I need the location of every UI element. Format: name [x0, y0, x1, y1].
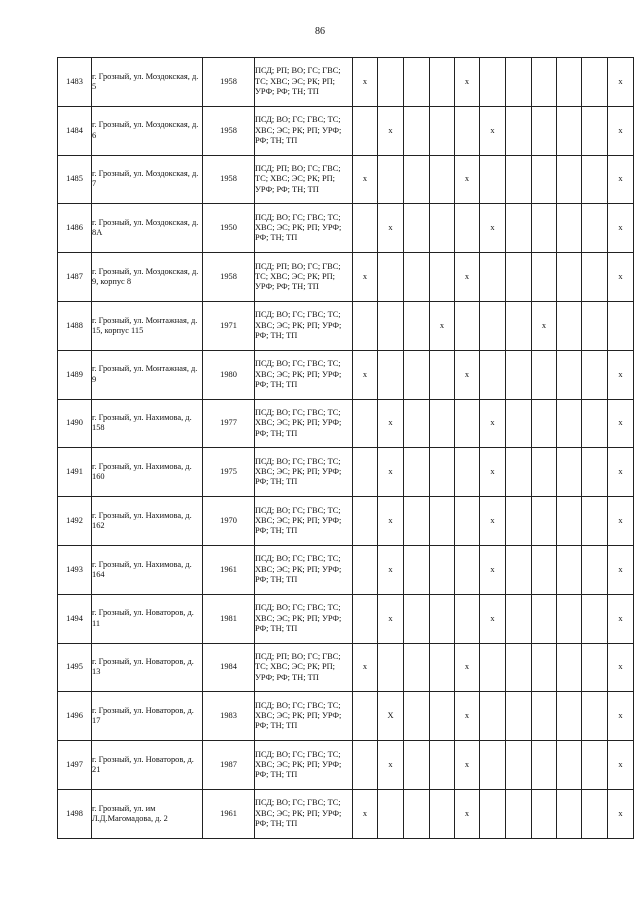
- mark-cell: [557, 106, 582, 155]
- table-row: [58, 253, 634, 302]
- mark-cell: [404, 204, 430, 253]
- mark-cell: [455, 497, 480, 546]
- mark-cell: [506, 350, 532, 399]
- mark-cell: x: [353, 58, 378, 107]
- mark-cell: x: [353, 643, 378, 692]
- mark-cell: x: [455, 692, 480, 741]
- mark-cell: [532, 204, 557, 253]
- mark-cell: [378, 350, 404, 399]
- mark-cell: [480, 301, 506, 350]
- mark-cell: [430, 545, 455, 594]
- systems-cell: ПСД; ВО; ГС; ГВС; ТС; ХВС; ЭС; РК; РП; УРФ; РФ; ТН; ТП: [255, 301, 353, 350]
- mark-cell: [404, 155, 430, 204]
- record-number: 1489: [58, 350, 92, 399]
- mark-cell: [353, 448, 378, 497]
- systems-cell: ПСД; ВО; ГС; ГВС; ТС; ХВС; ЭС; РК; РП; УРФ; РФ; ТН; ТП: [255, 692, 353, 741]
- mark-cell: x: [480, 204, 506, 253]
- mark-cell: x: [480, 106, 506, 155]
- mark-cell: [430, 692, 455, 741]
- mark-cell: [506, 545, 532, 594]
- mark-cell: x: [532, 301, 557, 350]
- systems-cell: ПСД; ВО; ГС; ГВС; ТС; ХВС; ЭС; РК; РП; УРФ; РФ; ТН; ТП: [255, 204, 353, 253]
- mark-cell: [506, 204, 532, 253]
- mark-cell: [430, 497, 455, 546]
- year-cell: 1977: [203, 399, 255, 448]
- mark-cell: x: [378, 497, 404, 546]
- mark-cell: [404, 545, 430, 594]
- mark-cell: [430, 594, 455, 643]
- mark-cell: [557, 350, 582, 399]
- mark-cell: [455, 301, 480, 350]
- mark-cell: x: [480, 497, 506, 546]
- mark-cell: x: [608, 692, 634, 741]
- mark-cell: [506, 253, 532, 302]
- record-number: 1486: [58, 204, 92, 253]
- mark-cell: [430, 789, 455, 838]
- record-number: 1494: [58, 594, 92, 643]
- mark-cell: [378, 155, 404, 204]
- systems-cell: ПСД; ВО; ГС; ГВС; ТС; ХВС; ЭС; РК; РП; УРФ; РФ; ТН; ТП: [255, 497, 353, 546]
- mark-cell: [430, 399, 455, 448]
- mark-cell: [557, 545, 582, 594]
- mark-cell: x: [608, 253, 634, 302]
- mark-cell: x: [608, 204, 634, 253]
- mark-cell: [557, 301, 582, 350]
- mark-cell: x: [608, 497, 634, 546]
- mark-cell: [480, 643, 506, 692]
- record-number: 1493: [58, 545, 92, 594]
- mark-cell: [582, 594, 608, 643]
- mark-cell: [353, 106, 378, 155]
- table-row: [58, 545, 634, 594]
- mark-cell: [353, 204, 378, 253]
- mark-cell: [532, 106, 557, 155]
- mark-cell: [582, 253, 608, 302]
- record-number: 1491: [58, 448, 92, 497]
- mark-cell: x: [455, 58, 480, 107]
- mark-cell: [582, 692, 608, 741]
- year-cell: 1975: [203, 448, 255, 497]
- mark-cell: [582, 448, 608, 497]
- mark-cell: [506, 301, 532, 350]
- mark-cell: [506, 448, 532, 497]
- mark-cell: [582, 155, 608, 204]
- address-cell: г. Грозный, ул. Монтажная, д. 15, корпус 115: [92, 301, 203, 350]
- year-cell: 1958: [203, 58, 255, 107]
- mark-cell: [455, 545, 480, 594]
- mark-cell: [557, 155, 582, 204]
- mark-cell: [404, 497, 430, 546]
- mark-cell: [404, 643, 430, 692]
- address-cell: г. Грозный, ул. Моздокская, д. 7: [92, 155, 203, 204]
- mark-cell: [532, 399, 557, 448]
- mark-cell: [532, 448, 557, 497]
- mark-cell: [404, 301, 430, 350]
- address-cell: г. Грозный, ул. Новаторов, д. 13: [92, 643, 203, 692]
- table-row: [58, 350, 634, 399]
- mark-cell: [430, 204, 455, 253]
- systems-cell: ПСД; ВО; ГС; ГВС; ТС; ХВС; ЭС; РК; РП; УРФ; РФ; ТН; ТП: [255, 545, 353, 594]
- address-cell: г. Грозный, ул. им Л.Д.Магомадова, д. 2: [92, 789, 203, 838]
- mark-cell: X: [378, 692, 404, 741]
- year-cell: 1961: [203, 789, 255, 838]
- record-number: 1485: [58, 155, 92, 204]
- mark-cell: [430, 643, 455, 692]
- year-cell: 1987: [203, 741, 255, 790]
- mark-cell: [582, 204, 608, 253]
- mark-cell: [582, 497, 608, 546]
- address-cell: г. Грозный, ул. Моздокская, д. 5: [92, 58, 203, 107]
- address-cell: г. Грозный, ул. Моздокская, д. 9, корпус 8: [92, 253, 203, 302]
- year-cell: 1983: [203, 692, 255, 741]
- mark-cell: [582, 741, 608, 790]
- mark-cell: x: [608, 448, 634, 497]
- housing-registry-table: [57, 57, 634, 839]
- mark-cell: [557, 594, 582, 643]
- mark-cell: [506, 643, 532, 692]
- mark-cell: x: [455, 741, 480, 790]
- mark-cell: [582, 58, 608, 107]
- mark-cell: x: [480, 545, 506, 594]
- mark-cell: x: [608, 741, 634, 790]
- record-number: 1487: [58, 253, 92, 302]
- systems-cell: ПСД; РП; ВО; ГС; ГВС; ТС; ХВС; ЭС; РК; РП; УРФ; РФ; ТН; ТП: [255, 253, 353, 302]
- mark-cell: [404, 789, 430, 838]
- year-cell: 1981: [203, 594, 255, 643]
- mark-cell: [506, 58, 532, 107]
- record-number: 1488: [58, 301, 92, 350]
- mark-cell: [353, 301, 378, 350]
- mark-cell: [506, 594, 532, 643]
- address-cell: г. Грозный, ул. Нахимова, д. 162: [92, 497, 203, 546]
- mark-cell: [404, 448, 430, 497]
- systems-cell: ПСД; РП; ВО; ГС; ГВС; ТС; ХВС; ЭС; РК; РП; УРФ; РФ; ТН; ТП: [255, 58, 353, 107]
- record-number: 1483: [58, 58, 92, 107]
- year-cell: 1980: [203, 350, 255, 399]
- mark-cell: [353, 741, 378, 790]
- mark-cell: [532, 692, 557, 741]
- mark-cell: [378, 301, 404, 350]
- mark-cell: [557, 204, 582, 253]
- address-cell: г. Грозный, ул. Новаторов, д. 11: [92, 594, 203, 643]
- mark-cell: [430, 253, 455, 302]
- page-number: 86: [315, 26, 325, 37]
- mark-cell: [404, 106, 430, 155]
- mark-cell: [430, 106, 455, 155]
- mark-cell: x: [480, 594, 506, 643]
- systems-cell: ПСД; ВО; ГС; ГВС; ТС; ХВС; ЭС; РК; РП; УРФ; РФ; ТН; ТП: [255, 350, 353, 399]
- mark-cell: [557, 741, 582, 790]
- table-row: [58, 155, 634, 204]
- mark-cell: [480, 741, 506, 790]
- mark-cell: x: [455, 253, 480, 302]
- table-row: [58, 204, 634, 253]
- mark-cell: [557, 497, 582, 546]
- mark-cell: [532, 741, 557, 790]
- mark-cell: [480, 155, 506, 204]
- table-row: [58, 106, 634, 155]
- systems-cell: ПСД; ВО; ГС; ГВС; ТС; ХВС; ЭС; РК; РП; УРФ; РФ; ТН; ТП: [255, 106, 353, 155]
- mark-cell: [506, 789, 532, 838]
- mark-cell: x: [608, 399, 634, 448]
- record-number: 1492: [58, 497, 92, 546]
- table-row: [58, 643, 634, 692]
- mark-cell: x: [378, 448, 404, 497]
- mark-cell: x: [608, 350, 634, 399]
- table-row: [58, 789, 634, 838]
- mark-cell: [506, 106, 532, 155]
- mark-cell: x: [353, 253, 378, 302]
- mark-cell: [404, 399, 430, 448]
- table-row: [58, 399, 634, 448]
- mark-cell: [557, 692, 582, 741]
- mark-cell: [582, 106, 608, 155]
- mark-cell: x: [353, 789, 378, 838]
- year-cell: 1961: [203, 545, 255, 594]
- mark-cell: x: [608, 155, 634, 204]
- table-row: [58, 692, 634, 741]
- address-cell: г. Грозный, ул. Моздокская, д. 6: [92, 106, 203, 155]
- mark-cell: [532, 594, 557, 643]
- table-row: [58, 58, 634, 107]
- mark-cell: x: [455, 789, 480, 838]
- mark-cell: x: [353, 350, 378, 399]
- record-number: 1484: [58, 106, 92, 155]
- systems-cell: ПСД; РП; ВО; ГС; ГВС; ТС; ХВС; ЭС; РК; РП; УРФ; РФ; ТН; ТП: [255, 643, 353, 692]
- mark-cell: [557, 448, 582, 497]
- mark-cell: x: [608, 643, 634, 692]
- record-number: 1496: [58, 692, 92, 741]
- systems-cell: ПСД; ВО; ГС; ГВС; ТС; ХВС; ЭС; РК; РП; УРФ; РФ; ТН; ТП: [255, 448, 353, 497]
- mark-cell: x: [455, 643, 480, 692]
- mark-cell: [404, 253, 430, 302]
- mark-cell: [455, 594, 480, 643]
- systems-cell: ПСД; ВО; ГС; ГВС; ТС; ХВС; ЭС; РК; РП; УРФ; РФ; ТН; ТП: [255, 594, 353, 643]
- year-cell: 1958: [203, 106, 255, 155]
- mark-cell: [404, 741, 430, 790]
- address-cell: г. Грозный, ул. Новаторов, д. 21: [92, 741, 203, 790]
- mark-cell: [404, 692, 430, 741]
- mark-cell: x: [608, 106, 634, 155]
- mark-cell: x: [608, 58, 634, 107]
- mark-cell: [532, 253, 557, 302]
- mark-cell: [506, 497, 532, 546]
- mark-cell: [582, 350, 608, 399]
- mark-cell: x: [608, 594, 634, 643]
- mark-cell: [582, 301, 608, 350]
- mark-cell: [430, 350, 455, 399]
- mark-cell: x: [353, 155, 378, 204]
- mark-cell: [532, 155, 557, 204]
- mark-cell: x: [378, 399, 404, 448]
- mark-cell: [378, 789, 404, 838]
- mark-cell: [353, 497, 378, 546]
- record-number: 1495: [58, 643, 92, 692]
- address-cell: г. Грозный, ул. Нахимова, д. 164: [92, 545, 203, 594]
- mark-cell: x: [430, 301, 455, 350]
- mark-cell: [480, 253, 506, 302]
- mark-cell: x: [608, 545, 634, 594]
- mark-cell: [353, 399, 378, 448]
- mark-cell: x: [480, 399, 506, 448]
- year-cell: 1958: [203, 253, 255, 302]
- mark-cell: [532, 497, 557, 546]
- mark-cell: [608, 301, 634, 350]
- mark-cell: [506, 399, 532, 448]
- mark-cell: x: [378, 741, 404, 790]
- mark-cell: x: [480, 448, 506, 497]
- mark-cell: [532, 643, 557, 692]
- mark-cell: [557, 643, 582, 692]
- mark-cell: [480, 58, 506, 107]
- record-number: 1490: [58, 399, 92, 448]
- year-cell: 1950: [203, 204, 255, 253]
- mark-cell: [532, 58, 557, 107]
- address-cell: г. Грозный, ул. Монтажная, д. 9: [92, 350, 203, 399]
- mark-cell: [404, 594, 430, 643]
- mark-cell: [353, 545, 378, 594]
- year-cell: 1984: [203, 643, 255, 692]
- mark-cell: [532, 350, 557, 399]
- mark-cell: x: [378, 106, 404, 155]
- table-row: [58, 497, 634, 546]
- mark-cell: x: [378, 204, 404, 253]
- systems-cell: ПСД; РП; ВО; ГС; ГВС; ТС; ХВС; ЭС; РК; РП; УРФ; РФ; ТН; ТП: [255, 155, 353, 204]
- mark-cell: [455, 204, 480, 253]
- address-cell: г. Грозный, ул. Нахимова, д. 160: [92, 448, 203, 497]
- mark-cell: [455, 399, 480, 448]
- record-number: 1497: [58, 741, 92, 790]
- mark-cell: [557, 253, 582, 302]
- table-row: [58, 301, 634, 350]
- mark-cell: [404, 350, 430, 399]
- mark-cell: [455, 106, 480, 155]
- mark-cell: [506, 741, 532, 790]
- record-number: 1498: [58, 789, 92, 838]
- mark-cell: x: [455, 350, 480, 399]
- mark-cell: [532, 789, 557, 838]
- systems-cell: ПСД; ВО; ГС; ГВС; ТС; ХВС; ЭС; РК; РП; УРФ; РФ; ТН; ТП: [255, 789, 353, 838]
- mark-cell: x: [608, 789, 634, 838]
- table-row: [58, 448, 634, 497]
- year-cell: 1958: [203, 155, 255, 204]
- mark-cell: [582, 399, 608, 448]
- mark-cell: [582, 789, 608, 838]
- mark-cell: x: [455, 155, 480, 204]
- address-cell: г. Грозный, ул. Моздокская, д. 8А: [92, 204, 203, 253]
- table-row: [58, 741, 634, 790]
- mark-cell: [430, 448, 455, 497]
- mark-cell: [506, 692, 532, 741]
- mark-cell: [582, 643, 608, 692]
- mark-cell: [557, 399, 582, 448]
- mark-cell: x: [378, 594, 404, 643]
- mark-cell: [557, 789, 582, 838]
- systems-cell: ПСД; ВО; ГС; ГВС; ТС; ХВС; ЭС; РК; РП; УРФ; РФ; ТН; ТП: [255, 741, 353, 790]
- mark-cell: [378, 58, 404, 107]
- mark-cell: [430, 741, 455, 790]
- mark-cell: [506, 155, 532, 204]
- mark-cell: [353, 594, 378, 643]
- mark-cell: [353, 692, 378, 741]
- mark-cell: [455, 448, 480, 497]
- mark-cell: [557, 58, 582, 107]
- address-cell: г. Грозный, ул. Нахимова, д. 158: [92, 399, 203, 448]
- systems-cell: ПСД; ВО; ГС; ГВС; ТС; ХВС; ЭС; РК; РП; УРФ; РФ; ТН; ТП: [255, 399, 353, 448]
- mark-cell: [480, 350, 506, 399]
- address-cell: г. Грозный, ул. Новаторов, д. 17: [92, 692, 203, 741]
- table-row: [58, 594, 634, 643]
- mark-cell: x: [378, 545, 404, 594]
- mark-cell: [480, 789, 506, 838]
- mark-cell: [532, 545, 557, 594]
- mark-cell: [378, 643, 404, 692]
- mark-cell: [404, 58, 430, 107]
- mark-cell: [480, 692, 506, 741]
- year-cell: 1970: [203, 497, 255, 546]
- year-cell: 1971: [203, 301, 255, 350]
- mark-cell: [582, 545, 608, 594]
- mark-cell: [430, 58, 455, 107]
- mark-cell: [378, 253, 404, 302]
- mark-cell: [430, 155, 455, 204]
